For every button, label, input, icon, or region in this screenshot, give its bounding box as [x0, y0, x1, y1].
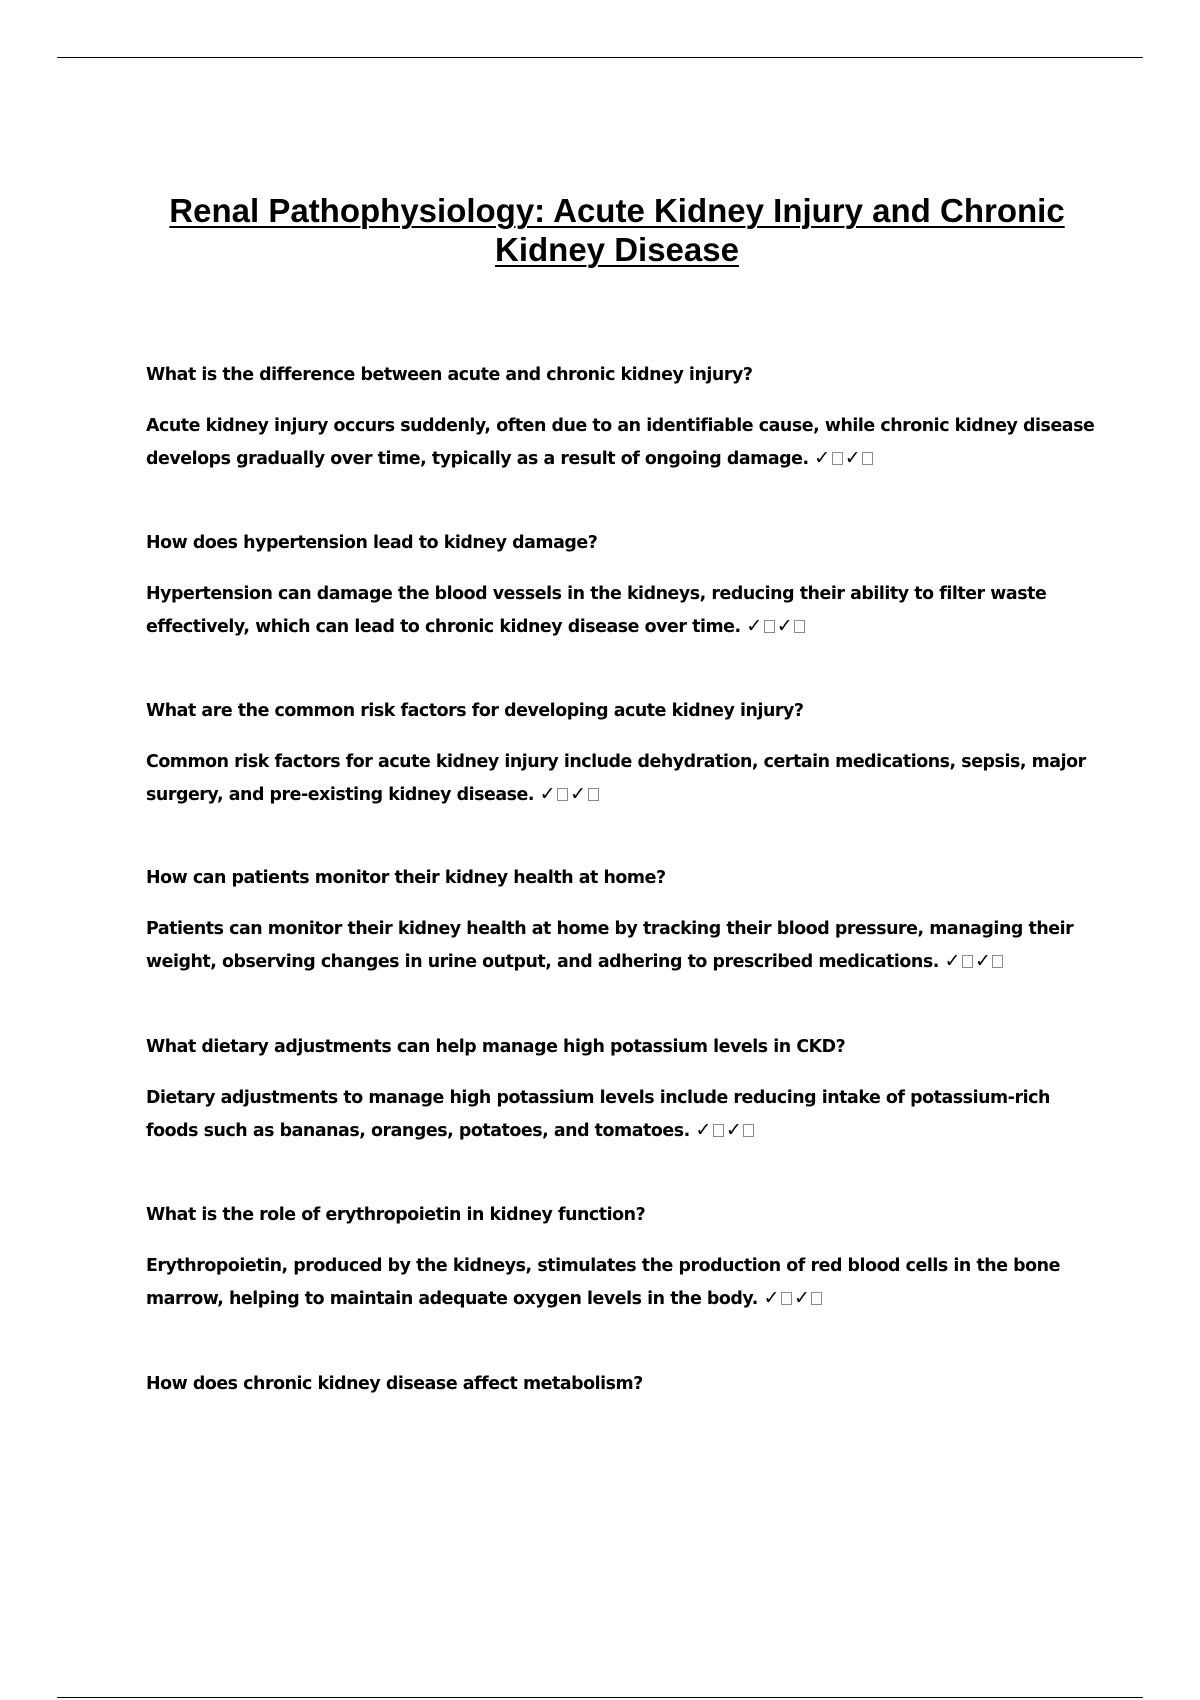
check-icon: ✓	[539, 783, 556, 805]
qa-item	[146, 867, 1096, 978]
answer-text: Hypertension can damage the blood vessels in the kidneys, reducing their ability to filter waste effectively, which can lead to chronic kidney disease over time.	[146, 584, 1047, 637]
answer-marks	[540, 785, 601, 805]
box-icon	[588, 788, 599, 801]
box-icon	[832, 452, 843, 465]
box-icon	[794, 620, 805, 633]
top-rule	[57, 57, 1143, 58]
answer-text: Acute kidney injury occurs suddenly, often due to an identifiable cause, while chronic kidney disease develops gradually over time, typically as a result of ongoing damage.	[146, 416, 1095, 469]
check-icon: ✓	[746, 615, 762, 637]
qa-item	[146, 700, 1096, 811]
check-icon: ✓	[763, 1287, 779, 1309]
answer-paragraph	[146, 746, 1096, 811]
qa-item	[146, 1204, 1096, 1315]
answer-marks	[746, 617, 807, 637]
qa-item	[146, 1373, 1096, 1395]
qa-item	[146, 1036, 1096, 1147]
answer-paragraph	[146, 410, 1096, 475]
box-icon	[713, 1124, 724, 1137]
document-title: Renal Pathophysiology: Acute Kidney Injury and Chronic Kidney Disease	[169, 192, 1065, 268]
question-text: How can patients monitor their kidney health at home?	[146, 868, 666, 888]
box-icon	[743, 1124, 754, 1137]
answer-marks	[944, 952, 1005, 972]
box-icon	[862, 452, 873, 465]
answer-paragraph	[146, 1082, 1096, 1147]
qa-item	[146, 532, 1096, 643]
check-icon: ✓	[793, 1287, 810, 1309]
check-icon: ✓	[944, 950, 960, 972]
answer-paragraph	[146, 913, 1096, 978]
question-text: How does hypertension lead to kidney damage?	[146, 533, 598, 553]
bottom-rule	[57, 1697, 1143, 1698]
answer-paragraph	[146, 1250, 1096, 1315]
question-text: What dietary adjustments can help manage high potassium levels in CKD?	[146, 1037, 846, 1057]
check-icon: ✓	[695, 1119, 711, 1141]
answer-text: Common risk factors for acute kidney injury include dehydration, certain medications, sepsis, major surgery, and pre-existing kidney disease.	[146, 752, 1086, 805]
question-text: What are the common risk factors for developing acute kidney injury?	[146, 701, 804, 721]
box-icon	[781, 1292, 792, 1305]
question-text: How does chronic kidney disease affect metabolism?	[146, 1374, 643, 1394]
question-text: What is the role of erythropoietin in kidney function?	[146, 1205, 646, 1225]
answer-marks	[814, 449, 875, 469]
check-icon: ✓	[814, 447, 830, 469]
answer-text: Erythropoietin, produced by the kidneys, stimulates the production of red blood cells in the bone marrow, helping to maintain adequate oxygen levels in the body.	[146, 1256, 1060, 1309]
box-icon	[764, 620, 775, 633]
check-icon: ✓	[844, 447, 861, 469]
check-icon: ✓	[570, 783, 586, 805]
qa-item	[146, 364, 1096, 475]
answer-marks	[695, 1121, 756, 1141]
box-icon	[992, 955, 1003, 968]
answer-paragraph	[146, 578, 1096, 643]
box-icon	[962, 955, 973, 968]
answer-marks	[764, 1289, 825, 1309]
check-icon: ✓	[776, 615, 793, 637]
box-icon	[811, 1292, 822, 1305]
answer-text: Dietary adjustments to manage high potassium levels include reducing intake of potassium-rich foods such as bananas, oranges, potatoes, and tomatoes.	[146, 1088, 1050, 1141]
check-icon: ✓	[974, 950, 991, 972]
box-icon	[557, 788, 568, 801]
answer-text: Patients can monitor their kidney health at home by tracking their blood pressure, managing their weight, observing changes in urine output, and adhering to prescribed medications.	[146, 919, 1074, 972]
check-icon: ✓	[725, 1119, 742, 1141]
question-text: What is the difference between acute and chronic kidney injury?	[146, 365, 753, 385]
